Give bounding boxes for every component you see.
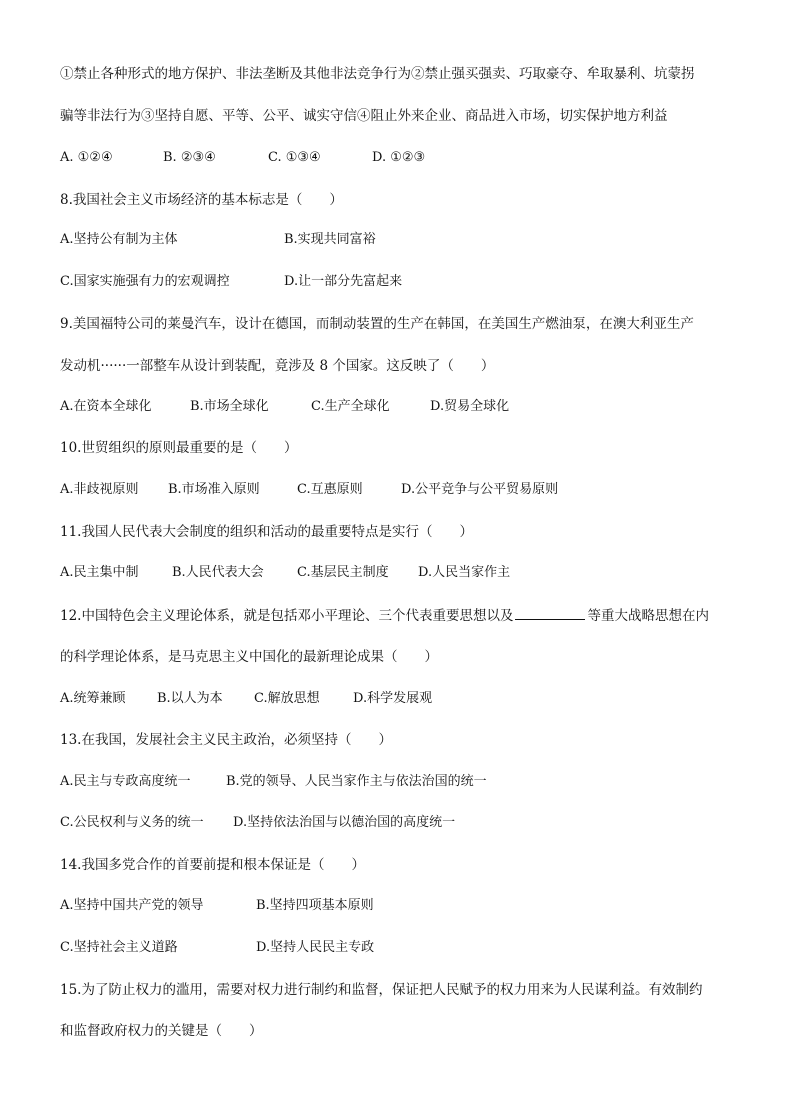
- question-14-stem: 14.我国多党合作的首要前提和根本保证是（ ）: [60, 857, 365, 873]
- question-10-stem: 10.世贸组织的原则最重要的是（ ）: [60, 440, 298, 456]
- question-14-option-b: B.坚持四项基本原则: [256, 898, 374, 913]
- question-11-option-a: A.民主集中制: [60, 565, 139, 580]
- question-12-stem-after-blank: 等重大战略思想在内: [587, 608, 709, 624]
- question-12-stem-line-1: [60, 605, 709, 626]
- question-9-option-b: B.市场全球化: [190, 399, 269, 414]
- question-13-stem: 13.在我国，发展社会主义民主政治，必须坚持（ ）: [60, 732, 392, 748]
- question-10-option-c: C.互惠原则: [297, 482, 363, 497]
- question-15-stem-line-1: 15.为了防止权力的滥用，需要对权力进行制约和监督，保证把人民赋予的权力用来为人民谋利益。有效制约: [60, 982, 703, 998]
- question-12-option-a: A.统筹兼顾: [60, 691, 126, 706]
- intro-statement-line-1: ①禁止各种形式的地方保护、非法垄断及其他非法竞争行为②禁止强买强卖、巧取豪夺、牟取暴利、坑蒙拐: [60, 66, 695, 82]
- question-11-option-b: B.人民代表大会: [172, 565, 264, 580]
- question-12-stem-line-2: 的科学理论体系，是马克思主义中国化的最新理论成果（ ）: [60, 649, 438, 665]
- intro-option-a: A. ①②④: [60, 150, 113, 165]
- question-8-option-a: A.坚持公有制为主体: [60, 232, 178, 247]
- intro-option-b: B. ②③④: [163, 150, 216, 165]
- question-13-option-c: C.公民权利与义务的统一: [60, 815, 204, 830]
- question-9-option-a: A.在资本全球化: [60, 399, 152, 414]
- question-14-option-c: C.坚持社会主义道路: [60, 940, 178, 955]
- question-12-stem-before-blank: 12.中国特色会主义理论体系，就是包括邓小平理论、三个代表重要思想以及: [60, 608, 514, 624]
- intro-option-c: C. ①③④: [268, 150, 321, 165]
- question-11-option-d: D.人民当家作主: [418, 565, 511, 580]
- question-12-option-c: C.解放思想: [254, 691, 320, 706]
- question-14-option-a: A.坚持中国共产党的领导: [60, 898, 204, 913]
- question-9-option-d: D.贸易全球化: [430, 399, 510, 414]
- question-8-option-c: C.国家实施强有力的宏观调控: [60, 274, 230, 289]
- question-10-option-d: D.公平竞争与公平贸易原则: [401, 482, 559, 497]
- question-9-option-c: C.生产全球化: [311, 399, 390, 414]
- question-13-option-d: D.坚持依法治国与以德治国的高度统一: [233, 815, 456, 830]
- question-8-option-b: B.实现共同富裕: [284, 232, 376, 247]
- question-8-stem: 8.我国社会主义市场经济的基本标志是（ ）: [60, 192, 343, 208]
- question-15-stem-line-2: 和监督政府权力的关键是（ ）: [60, 1023, 263, 1039]
- question-13-option-a: A.民主与专政高度统一: [60, 774, 191, 789]
- question-11-stem: 11.我国人民代表大会制度的组织和活动的最重要特点是实行（ ）: [60, 524, 473, 540]
- question-10-option-b: B.市场准入原则: [168, 482, 260, 497]
- question-11-option-c: C.基层民主制度: [297, 565, 389, 580]
- question-10-option-a: A.非歧视原则: [60, 482, 139, 497]
- question-12-option-b: B.以人为本: [157, 691, 223, 706]
- question-14-option-d: D.坚持人民民主专政: [256, 940, 375, 955]
- question-12-option-d: D.科学发展观: [353, 691, 433, 706]
- question-9-stem-line-2: 发动机······一部整车从设计到装配，竟涉及 8 个国家。这反映了（ ）: [60, 358, 495, 374]
- answer-blank: [515, 605, 585, 620]
- intro-statement-line-2: 骗等非法行为③坚持自愿、平等、公平、诚实守信④阻止外来企业、商品进入市场，切实保护地方利益: [60, 108, 668, 124]
- question-13-option-b: B.党的领导、人民当家作主与依法治国的统一: [226, 774, 487, 789]
- question-8-option-d: D.让一部分先富起来: [284, 274, 403, 289]
- intro-option-d: D. ①②③: [372, 150, 426, 165]
- question-9-stem-line-1: 9.美国福特公司的莱曼汽车，设计在德国，而制动装置的生产在韩国，在美国生产燃油泵，在澳大利亚生产: [60, 316, 694, 332]
